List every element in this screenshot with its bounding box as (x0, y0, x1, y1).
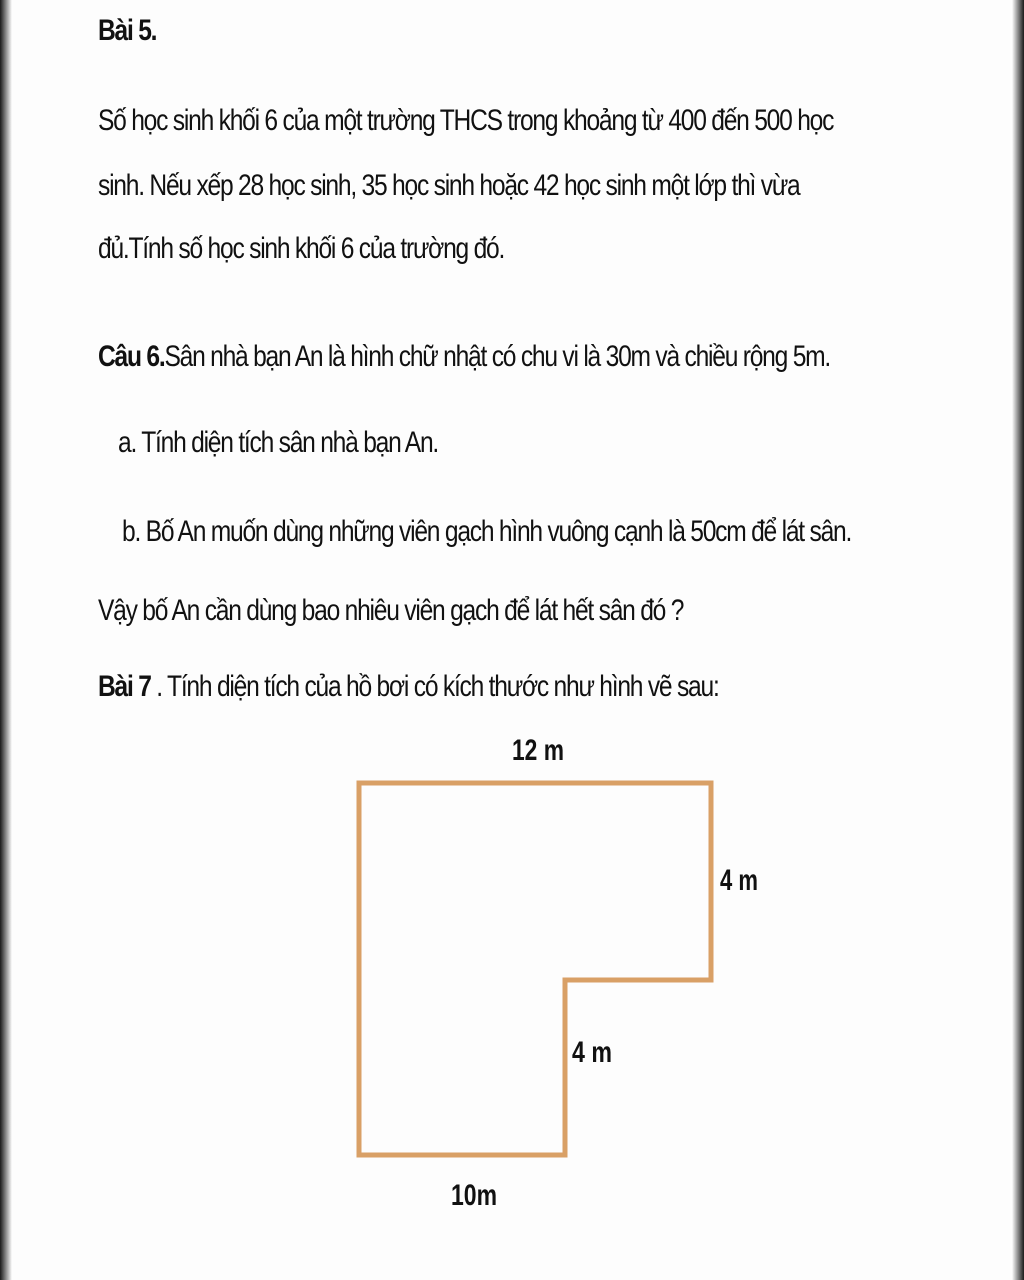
bai5-line-1: Số học sinh khối 6 của một trường THCS trong khoảng từ 400 đến 500 học (98, 104, 834, 137)
dim-right-upper-label: 4 m (720, 864, 758, 897)
cau6-question: Vậy bố An cần dùng bao nhiêu viên gạch để lát hết sân đó ? (98, 594, 684, 627)
bai5-line-2: sinh. Nếu xếp 28 học sinh, 35 học sinh hoặc 42 học sinh một lớp thì vừa (98, 169, 800, 202)
dim-bottom-label: 10m (451, 1179, 497, 1212)
cau6-part-b: b. Bố An muốn dùng những viên gạch hình vuông cạnh là 50cm để lát sân. (122, 515, 852, 548)
dim-top-label: 12 m (512, 734, 564, 767)
dim-inner-vertical-label: 4 m (572, 1036, 612, 1069)
cau6-text: Sân nhà bạn An là hình chữ nhật có chu vi là 30m và chiều rộng 5m. (164, 340, 831, 373)
cau6-label: Câu 6. (98, 340, 165, 373)
pool-outline (359, 783, 711, 1155)
cau6-part-a: a. Tính diện tích sân nhà bạn An. (118, 426, 439, 459)
bai7-label: Bài 7 (98, 670, 151, 703)
bai5-heading: Bài 5. (98, 14, 157, 47)
bai7-text: . Tính diện tích của hồ bơi có kích thước như hình vẽ sau: (150, 670, 719, 703)
bai5-line-3: đủ.Tính số học sinh khối 6 của trường đó. (98, 232, 505, 265)
